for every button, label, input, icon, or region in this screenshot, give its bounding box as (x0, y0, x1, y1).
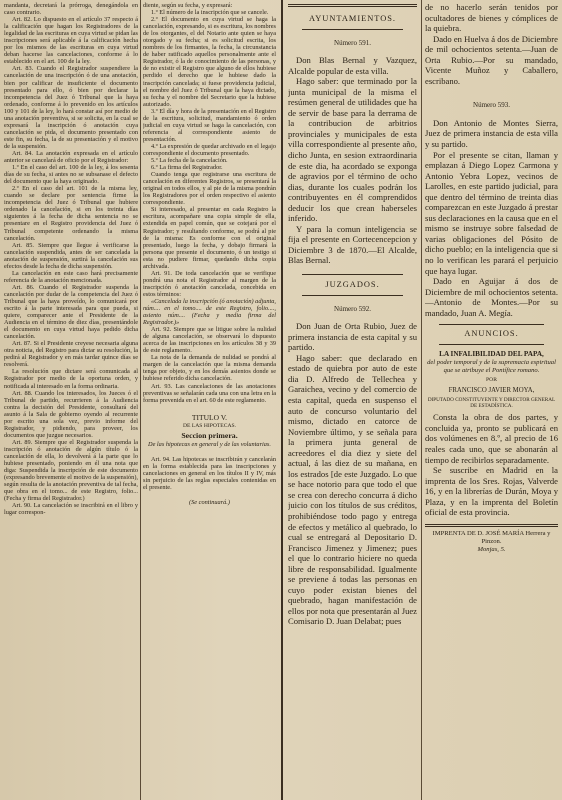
book-author-role: DIPUTADO CONSTITUYENTE Y DIRECTOR GENERAL DE ESTADÍSTICA. (427, 396, 556, 409)
paragraph: Art. 90. La cancelación se inscribirá en el libro y lugar correspon- (4, 502, 138, 517)
section-header-ayuntamientos: AYUNTAMIENTOS. (308, 14, 397, 23)
rule (302, 29, 403, 30)
book-subtitle: del poder temporal y de la supremacia espiritual que se atribuye el Pontífice romano. (427, 359, 556, 375)
column-4 (425, 2, 558, 798)
paragraph: La resolución que dictare será comunicada al Registrador por medio de la oportuna orden, y notificada al interesado en la forma ordinaria. (4, 368, 138, 390)
paragraph: Cuando tenga que registrarse una escritura de cancelación en diferentes Registros, se presentará la original en todos ellos, y al pie de la misma pondrán los Registradores por el orden respectivo el asiento correspondiente. (143, 171, 276, 207)
paragraph: mandanta, decretará la prórroga, denegándola en caso contrario. (4, 2, 138, 17)
paragraph: La cancelación en este caso hará precisamente referencia de la anotación mencionada. (4, 269, 138, 284)
paragraph: Art. 91. De toda cancelación que se verifique pondrá una nota el Registrador al margen de la inscripción ó anotación cancelada, concebida en estos términos: (143, 269, 276, 298)
notice-heading: Don Antonio de Montes Sierra, Juez de primera instancia de esta villa y su partido. (425, 117, 558, 150)
column-3 (288, 2, 417, 798)
paragraph: Si interesado, al presentar en cada Registro la escritura, acompañare una copia simple de ella, extendida en papel común, que se cotejará por el Registrador; y resultando conforme, se podrá al pie de la misma: Es conforme con el original presentado, luego la fecha, y dobajo firmará la persona que presente el documento, ó un testigo si esta no pudiere firmar, quedando dicha copia archivada. (143, 206, 276, 270)
paragraph: Consta la obra de dos partes, y concluida ya, pronto se publicará en dos volúmenes en 8.º, al precio de 16 reales cada uno, que se abonarán al tiempo de recibirlos separadamente. (425, 412, 558, 465)
column-rule (140, 0, 141, 800)
book-por: POR (486, 377, 497, 384)
notice-heading: Don Blas Bernal y Vazquez, Alcalde popular de esta villa. (288, 55, 417, 76)
paragraph: diente, según su fecha, y expresará: (143, 2, 233, 9)
paragraph: Art. 94. Las hipotecas se inscribirán y cancelarán en la forma establecida para las inscripciones y cancelaciones en general en los títulos II y IV, más sin perjuicio de las reglas especiales contenidas en el presente. (143, 455, 276, 492)
section-header-juzgados: JUZGADOS. (325, 280, 380, 290)
rule (302, 274, 403, 275)
book-author: FRANCISCO JAVIER MOYA, (448, 386, 535, 394)
double-rule (288, 4, 417, 7)
paragraph: Y para la comun inteligencia se fija el presente en Cortecencepcion y Diciembre 3 de 1870.—El Alcalde, Blas Bernal. (288, 223, 417, 266)
rule (439, 324, 544, 325)
section-subtitle: DE LAS HIPOTECAS. (183, 422, 236, 429)
paragraph: 2.º En el caso del art. 101 de la misma ley, cuando se declare por sentencia firme la incompetencia del Juez ó Tribunal que hubiere ordenado la cancelación, si en los treinta días siguientes á la fecha de dicha sentencia no se presentare en el Registro providencia del Juez ó Tribunal competente ordenando la misma cancelación. (4, 185, 138, 242)
imprint: IMPRENTA DE D. JOSÉ MARÍA Herrera y Pinzon. (432, 529, 551, 545)
rule (439, 344, 544, 345)
paragraph: 1.º El número de la inscripción que se cancele. (151, 9, 269, 17)
paragraph: Art. 84. La anotación expresada en el artículo anterior se cancelará de oficio por el Registrador: (4, 149, 138, 165)
paragraph: Se suscribe en Madrid en la imprenta de los Sres. Rojas, Valverde 16, y en la librerías de Durán, Moya y Plaza, y en la imprenta del Boletín oficial de esta provincia. (425, 465, 558, 518)
paragraph: Dado en Aguijar á dos de Diciembre de mil ochocientos setenta.—Antonio de Montes.—Por su mandado, Juan A. Megía. (425, 276, 558, 318)
paragraph: 3.º El día y hora de la presentación en el Registro de la escritura, solicitud, mandamiento ó orden judicial en cuya virtud se haga la cancelación, con referencia al correspondiente asiento de presentación. (143, 107, 276, 143)
book-title: LA INFALIBILIDAD DEL PAPA, (439, 349, 544, 358)
paragraph: Dado en Huelva á dos de Diciembre de mil ochocientos setenta.—Juan de Orta Rubio.—Por su mandado, Vicente Muñoz y Caballero, escribano. (425, 33, 558, 86)
paragraph: Art. 87. Si el Presidente creyese necesaria alguna otra noticia, del Registro para dictar su resolución, la pedirá al Registrador y en más tardar quince días se resolverá. (4, 340, 138, 369)
paragraph: Art. 92. Siempre que se litigue sobre la nulidad de alguna cancelación, se observará lo dispuesto acerca de las inscripciones en los artículos 38 y 39 de este reglamento. (143, 326, 276, 355)
notice-number: Número 593. (473, 101, 510, 110)
section-heading: Seccion primera. (181, 430, 238, 440)
imprint-address: Monjas, 5. (477, 545, 506, 553)
section-header-anuncios: ANUNCIOS. (464, 329, 519, 339)
paragraph: 6.º La firma del Registrador. (151, 164, 223, 172)
section-subheading: De las hipotecas en general y de las voluntarias. (148, 440, 271, 448)
notice-number: Número 592. (334, 304, 371, 313)
paragraph: Art. 82. Lo dispuesto en el artículo 37 respecto á la calificación que hagan los Registradores de la legalidad de las escrituras en cuya virtud se pidan las inscripciones será aplicable á la calificación hecha por los mismos de las escrituras en cuya virtud deban hacerse las cancelaciones, conforme á lo establecido en el art. 100 de la ley. (4, 16, 138, 66)
column-2 (143, 2, 276, 798)
paragraph: Art. 85. Siempre que llegue á verificarse la cancelación suspendida, antes de ser cancelada la anotación de suspensión, surtirá la cancelación sus efectos desde la fecha de dicha suspensión. (4, 241, 138, 270)
column-rule (421, 0, 422, 800)
paragraph: Art. 89. Siempre que el Registrador suspenda la inscripción ó anotación de algún título ó la cancelación de ella, lo devolverá á la parte que lo hubiese presentado, poniendo en él una nota que diga: Suspendida la inscripción de este documento (expresando brevemente el motivo de la suspensión), según resulta de la anotación preventiva de tal fecha, que obra en el tomo... de este Registro, folio... (Fecha y firma del Registrador.) (4, 438, 138, 503)
column-rule (281, 0, 283, 800)
paragraph: de no hacerlo serán tenidos por ocultadores de bienes y cómplices de la quiebra. (425, 2, 558, 34)
continuation-note: (Se continuará.) (189, 499, 230, 507)
notice-number: Número 591. (334, 38, 371, 47)
paragraph: Art. 86. Cuando el Registrador suspenda la cancelación por dudar de la competencia del Juez ó Tribunal que la haya proveído, lo comunicará por escrito á la parte interesada para que pueda, si quiere, comparecer ante el Presidente de la Audiencia en el término de diez días, presentándole el documento en cuya virtud haya pedido dicha cancelación. (4, 283, 138, 341)
paragraph: Art. 93. Las cancelaciones de las anotaciones preventivas se señalarán cada una con una letra en la forma prevenida en el art. 60 de este reglamento. (143, 382, 276, 404)
column-1 (4, 2, 138, 798)
paragraph: Hago saber: que declarado en estado de quiebra por auto de este dia D. Alfredo de Tellechea y Garaichea, vecino y del comercio de esta capital, queda en suspenso el auto de concurso voluntario del mismo, dictado en catorce de Noviembre último, y se señala para la primera junta general de acreedores el dia diez y siete del actual, á las diez de su mañana, en los estrados [de este Juzgado. Lo que se hace notorio para que todo el que se crea con derecho concurra á dicho juicio con los títulos de sus créditos, prohibiéndose todo pago y entrega de efectos y metálico al quebrado, lo cual se entregará al Depositario D. Francisco Jimenez y Jimenez; pues el que lo contrario hiciere no queda libre de responsabilidad. Igualmente se previene á todas las personas en cuyo poder existan bienes del quebrado, hagan manifestación de ellos por nota que presentarán al Juez Comisario D. Juan Delabat; pues (288, 352, 417, 627)
paragraph: Hago saber: que terminado por la junta municipal de la misma el resúmen general de utilidades que ha de servir de base para la derrama de la contribucion de arbitrios provinciales y municipales de esta villa correspondiente al presente año, dicho Junta, en sesion extraordinaria de este dia, ha acordado se exponga de agravios por el término de ocho dias, durante los cuales podrán los contribuyentes en él comprendidos deducir los que crean haberseles inferido. (288, 76, 417, 224)
paragraph: 1.º En el caso del art. 100 de la ley, á los sesenta días de su fecha, si antes no se subsanase el defecto del documento que la haya originado. (4, 164, 138, 186)
paragraph: «Cancelada la inscripción (ó anotación) adjunta, núm.... en el tomo.... de este Registro, folio...., asiento núm.... (Fecha y media firma del Registrador.)» (143, 297, 276, 327)
paragraph: Art. 88. Cuando los interesados, los Jueces ó el Tribunal de partido, recurrieren á la Audiencia contra la decisión del Presidente, consultará del asunto á la Sala de gobierno oyendo al recurrente por escrito una sola vez, previo informe del Registrador, y pidiendo, para proveer, los documentos que juzgue necesarios. (4, 389, 138, 439)
section-title: TITULO V. (191, 412, 228, 422)
paragraph: La nota de la demanda de nulidad se pondrá al margen de la cancelación que la misma demanda tenga por objeto, y en los demás asientos donde se hubiese referido dicha cancelación. (143, 354, 276, 383)
double-rule (425, 524, 558, 527)
notice-heading: Don Juan de Orta Rubio, Juez de primera instancia de esta capital y su partido. (288, 321, 417, 353)
paragraph: 2.º El documento en cuya virtud se haga la cancelación, expresando, si es escritura, los nombres de los otorgantes, el del Notario ante quien se haya otorgado y su fecha; si es solicitud escrita, los nombres de los firmantes, la fecha, la circunstancia de haber ratificado aquellos personalmente ante el Registrador, ó la de conocimiento de las personas, y de no existir el Registro que alguno de ellos hubiese perdido el derecho que le hubiese dado la inscripción cancelada; si fuese providencia judicial, el nombre del Juez ó Tribunal que la haya dictado, su fecha y el nombre del Secretario que la hubiese autorizado. (143, 16, 276, 108)
paragraph: Por el presente se citan, llaman y emplazan á Diego Lopez Carmona y Antonio Yebra Lopez, vecinos de Larolles, en este partido judicial, para que dentro del término de treinta dias comparezcan en este Juzgado á prestar sus declaraciones en la causa que en el mismo se instruye sobre falsedad de varias obligaciones del Pósito de dicho pueblo; en la inteligencia que si no lo verifican les parará el perjuicio que haya lugar. (425, 149, 558, 276)
rule (302, 295, 403, 296)
paragraph: 4.º La expresión de quedar archivado en el legajo correspondiente el documento presentado. (143, 142, 276, 157)
paragraph: Art. 83. Cuando el Registrador suspendiere la cancelación de una inscripción ó de una anotación, bien por calificar de insuficiente el documento presentado para ello, ó bien por declarar la incompetencia del Juez ó Tribunal que la haya ordenado, conforme á lo prevenido en los artículos 100 y 101 de la ley, lo hará constar así por medio de una anotación preventiva, si se solicita, en la cual se expresará la inscripción ó anotación cuya cancelación se pida, el documento presentado con este fin, su fecha, la de su presentación y el motivo de la suspensión. (4, 65, 138, 150)
paragraph: 5.º La fecha de la cancelación. (151, 157, 228, 165)
